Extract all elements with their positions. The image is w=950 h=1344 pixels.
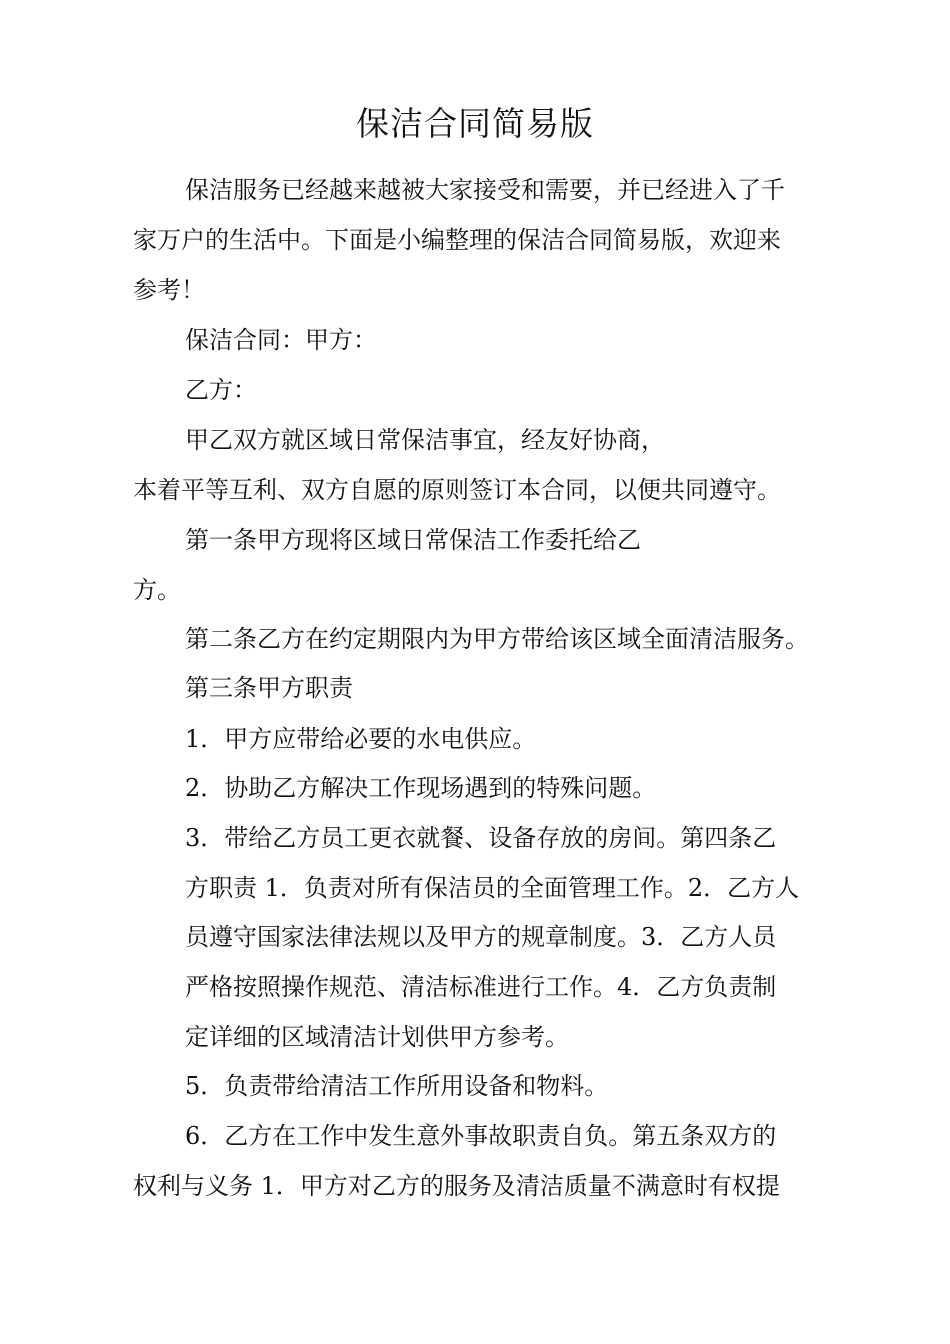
party-b-line: 乙方： <box>185 376 257 404</box>
article-1-line-1: 第一条甲方现将区域日常保洁工作委托给乙 <box>185 526 641 554</box>
intro-line-3: 参考！ <box>133 276 205 304</box>
article-4-line-1: 方职责 1．负责对所有保洁员的全面管理工作。2．乙方人 <box>185 874 800 902</box>
preamble-line-1: 甲乙双方就区域日常保洁事宜，经友好协商， <box>185 426 665 454</box>
document-title: 保洁合同简易版 <box>356 104 594 143</box>
article-5-line-1: 权利与义务 1．甲方对乙方的服务及清洁质量不满意时有权提 <box>133 1172 780 1200</box>
article-3-item-2: 2．协助乙方解决工作现场遇到的特殊问题。 <box>185 774 657 802</box>
article-4-line-3: 严格按照操作规范、清洁标准进行工作。4．乙方负责制 <box>185 973 777 1001</box>
intro-line-1: 保洁服务已经越来越被大家接受和需要，并已经进入了千 <box>185 176 785 204</box>
article-3-item-3: 3．带给乙方员工更衣就餐、设备存放的房间。第四条乙 <box>185 824 777 852</box>
article-4-item-5: 5．负责带给清洁工作所用设备和物料。 <box>185 1072 609 1100</box>
article-3-heading: 第三条甲方职责 <box>185 674 353 702</box>
intro-line-2: 家万户的生活中。下面是小编整理的保洁合同简易版，欢迎来 <box>133 226 781 254</box>
article-2-line: 第二条乙方在约定期限内为甲方带给该区域全面清洁服务。 <box>185 625 809 653</box>
party-a-line: 保洁合同：甲方： <box>185 326 377 354</box>
preamble-line-2: 本着平等互利、双方自愿的原则签订本合同，以便共同遵守。 <box>133 476 781 504</box>
article-4-line-4: 定详细的区域清洁计划供甲方参考。 <box>185 1023 569 1051</box>
article-3-item-1: 1．甲方应带给必要的水电供应。 <box>185 725 537 753</box>
article-1-line-2: 方。 <box>133 576 181 604</box>
article-4-item-6: 6．乙方在工作中发生意外事故职责自负。第五条双方的 <box>185 1122 777 1150</box>
article-4-line-2: 员遵守国家法律法规以及甲方的规章制度。3．乙方人员 <box>185 923 777 951</box>
